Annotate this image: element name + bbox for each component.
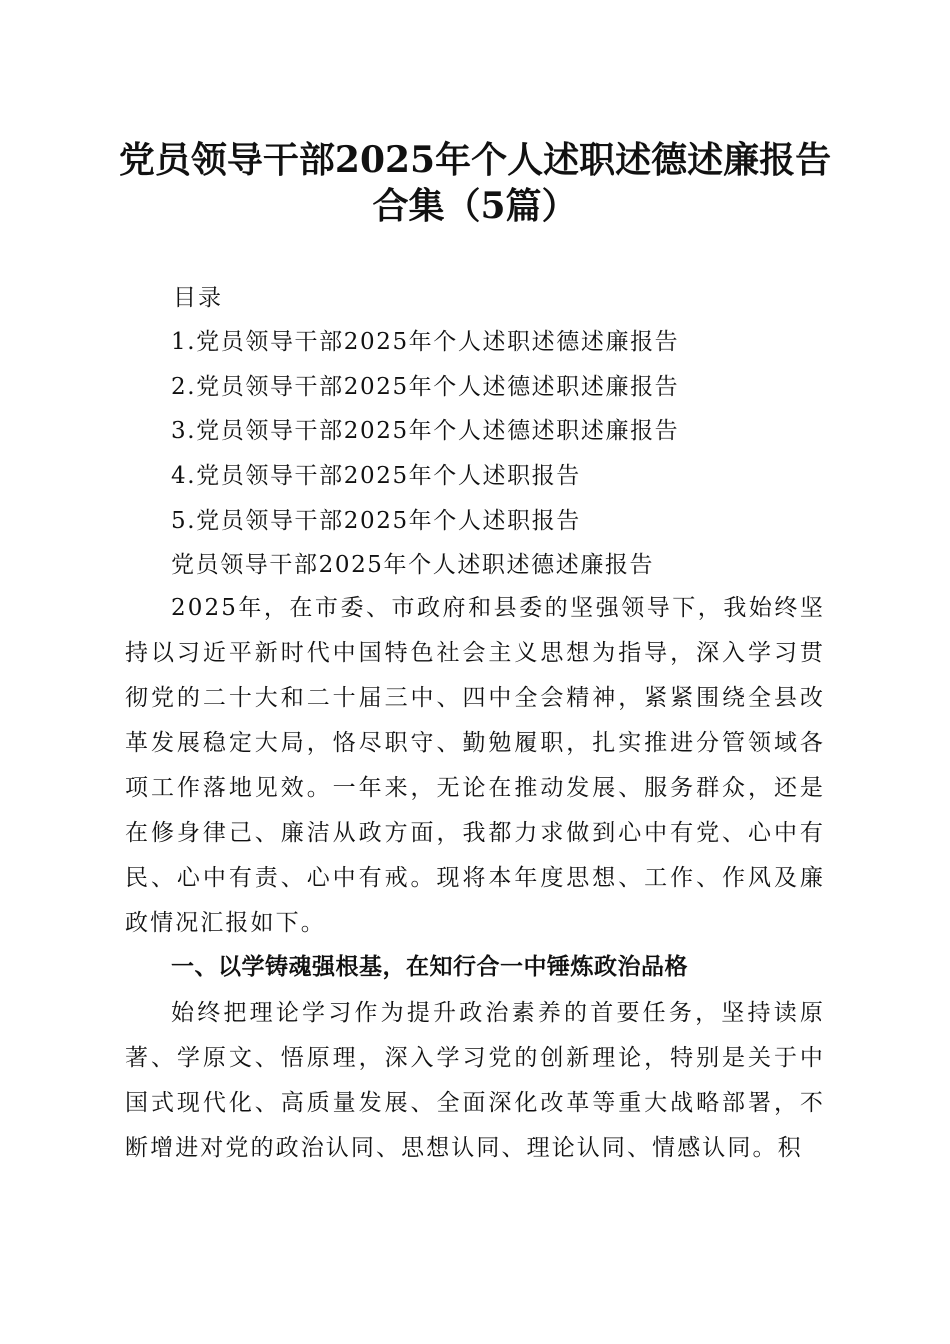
toc-item: 4.党员领导干部2025年个人述职报告 xyxy=(171,463,581,489)
body-paragraph-intro: 2025年，在市委、市政府和县委的坚强领导下，我始终坚持以习近平新时代中国特色社会主义思想为指导，深入学习贯彻党的二十大和二十届三中、四中全会精神，紧紧围绕全县改革发展稳定大局，恪尽职守、勤勉履职，扎实推进分管领域各项工作落地见效。一年来，无论在推动发展、服务群众，还是在修身律己、廉洁从政方面，我都力求做到心中有党、心中有民、心中有责、心中有戒。现将本年度思想、工作、作风及廉政情况汇报如下。 xyxy=(125,595,825,936)
toc-item: 5.党员领导干部2025年个人述职报告 xyxy=(171,508,581,534)
document-title-line1: 党员领导干部2025年个人述职述德述廉报告 xyxy=(118,139,832,181)
toc-item: 1.党员领导干部2025年个人述职述德述廉报告 xyxy=(171,329,680,355)
section-heading: 一、以学铸魂强根基，在知行合一中锤炼政治品格 xyxy=(171,954,688,980)
toc-item: 3.党员领导干部2025年个人述德述职述廉报告 xyxy=(171,418,680,444)
body-paragraph-study: 始终把理论学习作为提升政治素养的首要任务，坚持读原著、学原文、悟原理，深入学习党的创新理论，特别是关于中国式现代化、高质量发展、全面深化改革等重大战略部署，不断增进对党的政治认同、思想认同、理论认同、情感认同。积 xyxy=(125,1000,825,1161)
toc-item: 2.党员领导干部2025年个人述德述职述廉报告 xyxy=(171,374,680,400)
toc-heading: 目录 xyxy=(173,285,223,311)
document-title-line2: 合集（5篇） xyxy=(372,185,578,227)
article-title: 党员领导干部2025年个人述职述德述廉报告 xyxy=(171,552,655,578)
